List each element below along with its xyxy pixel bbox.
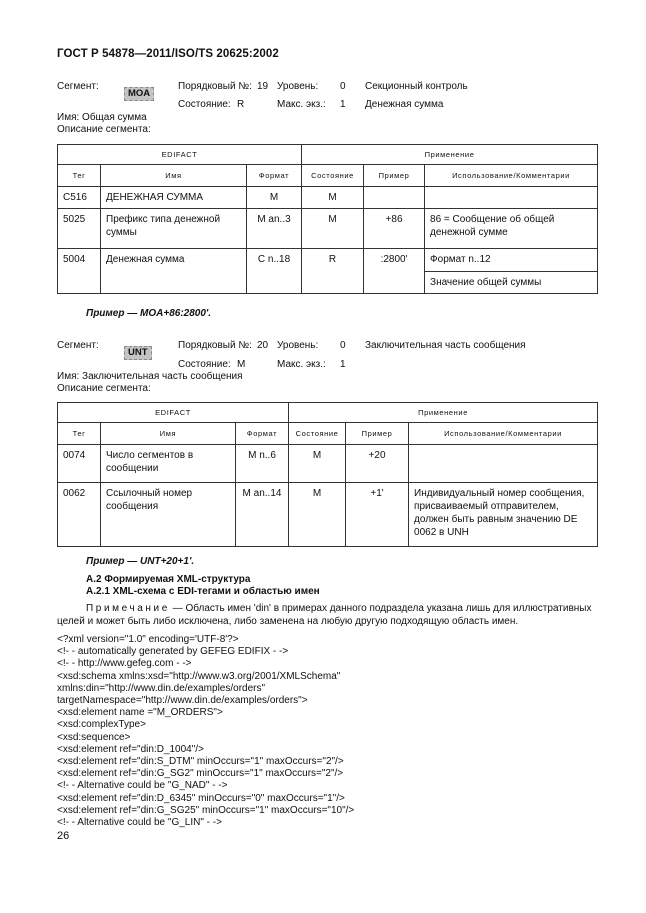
page-number: 26 [57, 830, 70, 842]
example1: Пример — MOA+86:2800'. [86, 308, 212, 319]
table-row [58, 187, 598, 209]
col-tag-header: Тег [58, 423, 101, 445]
segment2-description: Описание сегмента: [57, 383, 151, 394]
segment1-level-label: Уровень: [277, 81, 319, 92]
cell-name: Число сегментов в сообщении [101, 445, 236, 483]
code-line: <!- - Alternative could be "G_NAD" - -> [57, 780, 228, 792]
segment1-section2: Денежная сумма [365, 99, 444, 110]
segment2-status-value: M [237, 359, 246, 370]
table-row [58, 483, 598, 547]
example2: Пример — UNT+20+1'. [86, 556, 195, 567]
segment2-order-label: Порядковый №: [178, 340, 252, 351]
code-line: <xsd:complexType> [57, 719, 146, 731]
table-row [58, 209, 598, 249]
col-status-header: Состояние [289, 423, 346, 445]
col-name-header: Имя [101, 165, 247, 187]
cell-usage: Индивидуальный номер сообщения, присваиваемый отправителем, должен быть равным значению DE 0062 в UNH [409, 483, 598, 547]
segment1-level-value: 0 [340, 81, 346, 92]
code-line: <!- - Alternative could be "G_LIN" - -> [57, 817, 222, 829]
cell-example: +86 [364, 209, 425, 249]
segment2-code-text: UNT [124, 346, 152, 360]
section-a2-heading: А.2 Формируемая XML-структура [86, 574, 251, 585]
code-line: <?xml version="1.0" encoding='UTF-8'?> [57, 634, 239, 645]
cell-tag: C516 [58, 187, 101, 209]
code-line: xmlns:din="http://www.din.de/examples/orders" [57, 682, 266, 694]
cell-format: C n..18 [247, 249, 302, 294]
segment1-code-text: MOA [124, 87, 154, 101]
code-line: <xsd:element name ="M_ORDERS"> [57, 707, 223, 719]
segment1-order-value: 19 [257, 81, 269, 92]
code-line: <xsd:element ref="din:D_6345" minOccurs="0" maxOccurs="1"/> [57, 792, 345, 804]
cell-format: M n..6 [236, 445, 289, 483]
cell-name: Ссылочный номер сообщения [101, 483, 236, 547]
segment2-code [124, 346, 152, 360]
segment2-order-value: 20 [257, 340, 269, 351]
code-line: targetNamespace="http://www.din.de/examples/orders"> [57, 695, 308, 707]
cell-status: M [289, 483, 346, 547]
cell-name: Денежная сумма [101, 249, 247, 294]
cell-example: :2800' [364, 249, 425, 294]
col-usage-header: Использование/Комментарии [409, 423, 598, 445]
segment1-max-value: 1 [340, 99, 346, 110]
note-label: Примечание [86, 603, 170, 614]
cell-format: M an..14 [236, 483, 289, 547]
col-status-header: Состояние [302, 165, 364, 187]
cell-name: ДЕНЕЖНАЯ СУММА [101, 187, 247, 209]
segment1-order-label: Порядковый №: [178, 81, 252, 92]
cell-usage-2: Значение общей суммы [425, 272, 598, 294]
section-a21-heading: А.2.1 XML-схема с EDI-тегами и областью имен [86, 586, 320, 597]
note-text: — Область имен 'din' в примерах данного подраздела указана лишь для иллюстративных целей и может быть либо исключена, либо заменена на любую другую подходящую область имен. [57, 603, 592, 627]
code-line: <xsd:element ref="din:G_SG2" minOccurs="1" maxOccurs="2"/> [57, 768, 344, 780]
segment2-max-value: 1 [340, 359, 346, 370]
note-paragraph [57, 602, 597, 628]
cell-status: M [302, 209, 364, 249]
segment2-level-label: Уровень: [277, 340, 319, 351]
col-name-header: Имя [101, 423, 236, 445]
segment1-description: Описание сегмента: [57, 124, 151, 135]
cell-tag: 0074 [58, 445, 101, 483]
col-format-header: Формат [236, 423, 289, 445]
edifact-header: EDIFACT [58, 145, 302, 165]
segment2-name: Имя: Заключительная часть сообщения [57, 371, 243, 382]
cell-example [364, 187, 425, 209]
cell-tag: 0062 [58, 483, 101, 547]
code-line: <xsd:sequence> [57, 731, 131, 743]
cell-example: +1' [346, 483, 409, 547]
cell-format: M an..3 [247, 209, 302, 249]
code-line: <xsd:element ref="din:G_SG25" minOccurs="1" maxOccurs="10"/> [57, 804, 355, 816]
cell-example: +20 [346, 445, 409, 483]
col-tag-header: Тег [58, 165, 101, 187]
cell-status: M [302, 187, 364, 209]
segment1-name: Имя: Общая сумма [57, 112, 147, 123]
segment1-label: Сегмент: [57, 81, 99, 92]
segment2-label: Сегмент: [57, 340, 99, 351]
table-row [58, 249, 598, 272]
col-example-header: Пример [364, 165, 425, 187]
cell-tag: 5004 [58, 249, 101, 294]
segment1-table [57, 144, 598, 294]
segment1-section: Секционный контроль [365, 81, 468, 92]
code-line: <xsd:schema xmlns:xsd="http://www.w3.org/2001/XMLSchema" [57, 670, 341, 682]
cell-name: Префикс типа денежной суммы [101, 209, 247, 249]
col-usage-header: Использование/Комментарии [425, 165, 598, 187]
col-example-header: Пример [346, 423, 409, 445]
code-line: <!- - automatically generated by GEFEG EDIFIX - -> [57, 646, 289, 658]
application-header: Применение [289, 403, 598, 423]
xml-code-block [57, 634, 354, 829]
cell-usage [425, 187, 598, 209]
segment1-status-label: Состояние: [178, 99, 231, 110]
cell-usage [409, 445, 598, 483]
cell-tag: 5025 [58, 209, 101, 249]
segment1-code [124, 87, 154, 101]
segment2-max-label: Макс. экз.: [277, 359, 326, 370]
code-line: <!- - http://www.gefeg.com - -> [57, 658, 192, 670]
segment2-table [57, 402, 598, 547]
segment2-level-value: 0 [340, 340, 346, 351]
table-row [58, 445, 598, 483]
cell-format: M [247, 187, 302, 209]
segment1-max-label: Макс. экз.: [277, 99, 326, 110]
cell-status: R [302, 249, 364, 294]
segment1-status-value: R [237, 99, 245, 110]
application-header: Применение [302, 145, 598, 165]
segment2-section: Заключительная часть сообщения [365, 340, 526, 351]
code-line: <xsd:element ref="din:S_DTM" minOccurs="1" maxOccurs="2"/> [57, 756, 344, 768]
col-format-header: Формат [247, 165, 302, 187]
cell-usage: 86 = Сообщение об общей денежной сумме [425, 209, 598, 249]
cell-usage: Формат n..12 [425, 249, 598, 272]
segment2-status-label: Состояние: [178, 359, 231, 370]
document-header: ГОСТ Р 54878—2011/ISO/TS 20625:2002 [57, 48, 279, 60]
edifact-header: EDIFACT [58, 403, 289, 423]
code-line: <xsd:element ref="din:D_1004"/> [57, 743, 204, 755]
cell-status: M [289, 445, 346, 483]
